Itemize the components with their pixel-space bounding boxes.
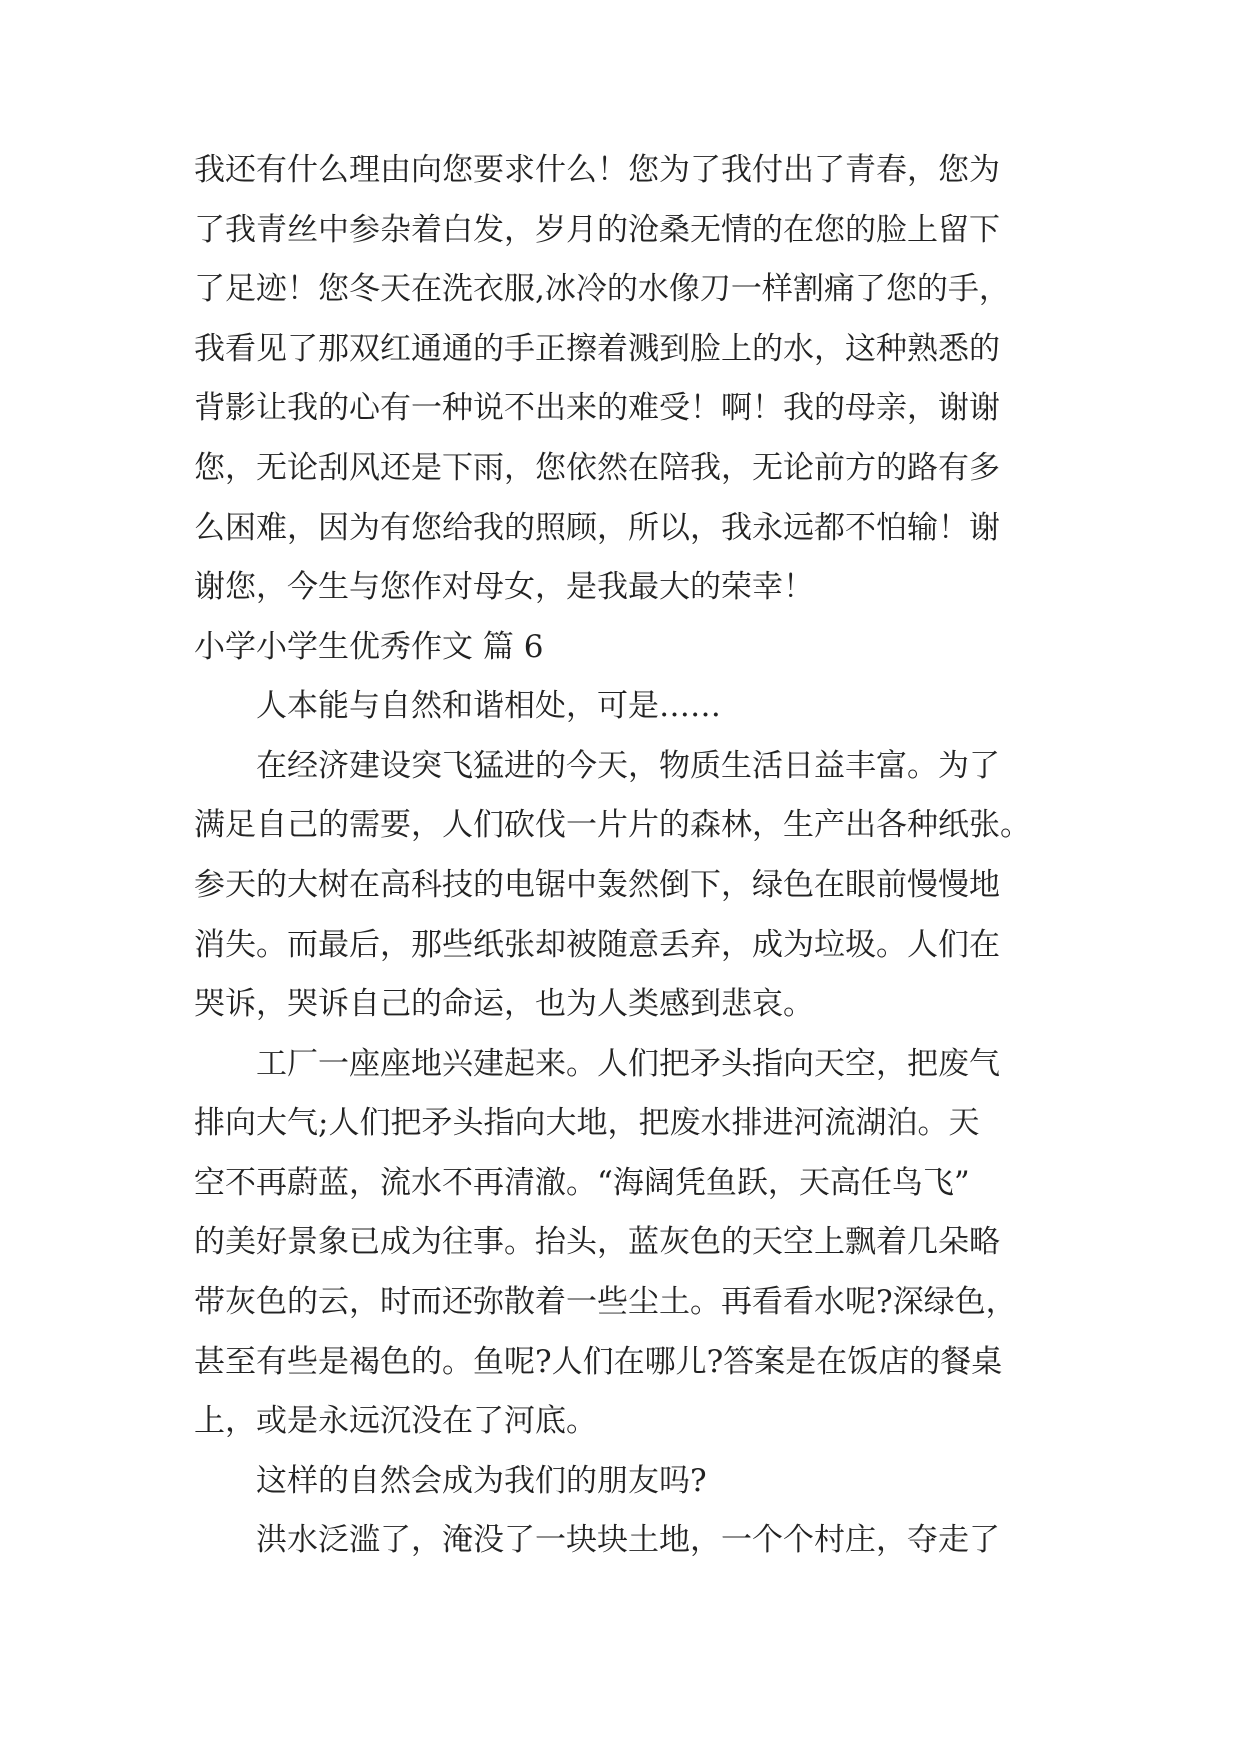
paragraph-first-line: 这样的自然会成为我们的朋友吗? <box>256 1463 707 1499</box>
text-line: 您，无论刮风还是下雨，您依然在陪我，无论前方的路有多 <box>194 450 1000 486</box>
text-line: 排向大气;人们把矛头指向大地，把废水排进河流湖泊。天 <box>194 1105 980 1141</box>
text-line: 消失。而最后，那些纸张却被随意丢弃，成为垃圾。人们在 <box>194 927 1000 963</box>
text-line: 哭诉，哭诉自己的命运，也为人类感到悲哀。 <box>194 986 814 1022</box>
text-line: 了足迹！您冬天在洗衣服,冰冷的水像刀一样割痛了您的手， <box>194 271 1010 307</box>
text-line: 参天的大树在高科技的电锯中轰然倒下，绿色在眼前慢慢地 <box>194 867 1000 903</box>
text-line: 谢您，今生与您作对母女，是我最大的荣幸！ <box>194 569 814 605</box>
text-line: 甚至有些是褐色的。鱼呢?人们在哪儿?答案是在饭店的餐桌 <box>194 1344 1003 1380</box>
text-line: 带灰色的云，时而还弥散着一些尘土。再看看水呢?深绿色， <box>194 1284 1017 1320</box>
text-line: 我看见了那双红通通的手正擦着溅到脸上的水，这种熟悉的 <box>194 331 1000 367</box>
paragraph-first-line: 工厂一座座地兴建起来。人们把矛头指向天空，把废气 <box>256 1046 1000 1082</box>
text-line: 我还有什么理由向您要求什么！您为了我付出了青春，您为 <box>194 152 1000 188</box>
paragraph-first-line: 人本能与自然和谐相处，可是…… <box>256 688 721 724</box>
text-line: 么困难，因为有您给我的照顾，所以，我永远都不怕输！谢 <box>194 510 1000 546</box>
text-line: 上，或是永远沉没在了河底。 <box>194 1403 597 1439</box>
text-line: 的美好景象已成为往事。抬头，蓝灰色的天空上飘着几朵略 <box>194 1224 1000 1260</box>
text-line: 背影让我的心有一种说不出来的难受！啊！我的母亲，谢谢 <box>194 390 1000 426</box>
text-line: 空不再蔚蓝，流水不再清澈。“海阔凭鱼跃，天高任鸟飞” <box>194 1165 970 1201</box>
paragraph-first-line: 洪水泛滥了，淹没了一块块土地，一个个村庄，夺走了 <box>256 1522 1000 1558</box>
section-heading: 小学小学生优秀作文 篇 6 <box>194 629 544 665</box>
text-line: 了我青丝中参杂着白发，岁月的沧桑无情的在您的脸上留下 <box>194 212 1000 248</box>
text-line: 满足自己的需要，人们砍伐一片片的森林，生产出各种纸张。 <box>194 807 1031 843</box>
paragraph-first-line: 在经济建设突飞猛进的今天，物质生活日益丰富。为了 <box>256 748 1000 784</box>
